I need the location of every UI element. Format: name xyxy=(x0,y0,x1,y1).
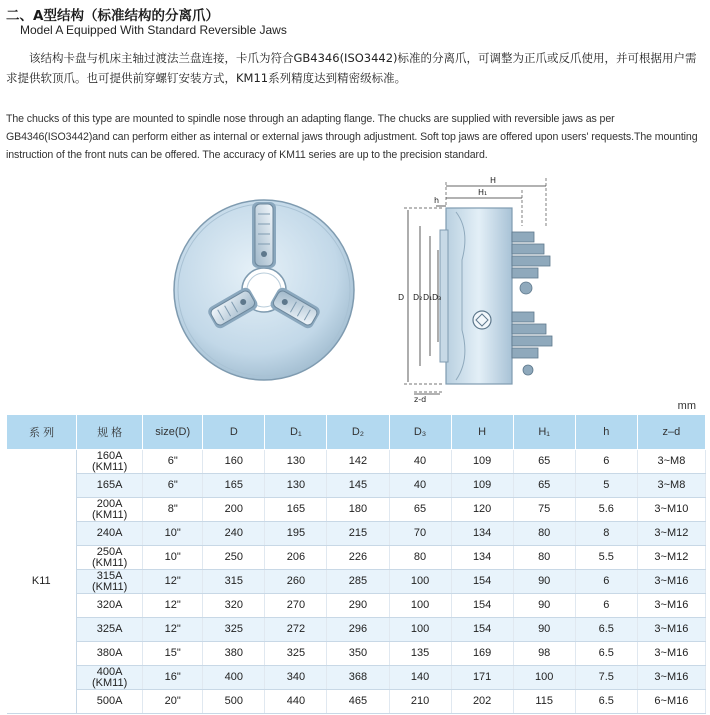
cell-d1: 340 xyxy=(265,666,327,690)
cell-spec: 160A (KM11) xyxy=(77,450,143,474)
cell-zd: 3~M16 xyxy=(637,642,705,666)
table-row xyxy=(7,666,706,690)
header-d3: D₃ xyxy=(389,415,451,450)
english-description: The chucks of this type are mounted to spindle nose through an adapting flange. The chucks are supplied with reversible jaws as per GB4346(ISO3442)and can perform either as internal or external jaws through adjustment. Soft top jaws are offered upon users' requests.The mounting instruction of the front nuts can be offered. The accuracy of KM11 series are up to the precision standard. xyxy=(6,113,698,161)
cell-size: 12" xyxy=(143,618,203,642)
cell-zd: 3~M16 xyxy=(637,594,705,618)
cell-size: 10" xyxy=(143,522,203,546)
cell-d: 380 xyxy=(203,642,265,666)
cell-h1: 100 xyxy=(513,666,575,690)
cell-spec: 250A (KM11) xyxy=(77,546,143,570)
cell-size: 8" xyxy=(143,498,203,522)
cell-h: 109 xyxy=(451,474,513,498)
cell-h: 5.6 xyxy=(575,498,637,522)
cell-size: 6" xyxy=(143,450,203,474)
cell-h: 120 xyxy=(451,498,513,522)
cell-h1: 65 xyxy=(513,474,575,498)
cell-d2: 145 xyxy=(327,474,389,498)
cell-h: 169 xyxy=(451,642,513,666)
header-spec: 规 格 xyxy=(77,415,143,450)
cell-size: 12" xyxy=(143,570,203,594)
cell-d3: 210 xyxy=(389,690,451,714)
label-D1: D₁ xyxy=(423,293,433,302)
label-h: h xyxy=(434,196,440,205)
cell-d3: 100 xyxy=(389,570,451,594)
cell-h: 6.5 xyxy=(575,690,637,714)
cell-d2: 180 xyxy=(327,498,389,522)
header-series: 系 列 xyxy=(7,415,77,450)
header-size: size(D) xyxy=(143,415,203,450)
cell-spec: 200A (KM11) xyxy=(77,498,143,522)
chuck-front-view xyxy=(174,200,354,380)
cell-d3: 40 xyxy=(389,450,451,474)
cell-zd: 3~M16 xyxy=(637,618,705,642)
cell-d2: 226 xyxy=(327,546,389,570)
cell-d2: 285 xyxy=(327,570,389,594)
header-zd: z–d xyxy=(637,415,705,450)
label-H: H xyxy=(490,176,497,185)
cell-d1: 165 xyxy=(265,498,327,522)
table-row xyxy=(7,642,706,666)
cell-d1: 130 xyxy=(265,450,327,474)
cell-zd: 3~M12 xyxy=(637,522,705,546)
cell-zd: 3~M10 xyxy=(637,498,705,522)
cell-spec: 165A xyxy=(77,474,143,498)
cell-h: 109 xyxy=(451,450,513,474)
cell-size: 6" xyxy=(143,474,203,498)
cell-spec: 315A (KM11) xyxy=(77,570,143,594)
cell-h1: 80 xyxy=(513,522,575,546)
unit-label: mm xyxy=(677,400,696,412)
header-d1: D₁ xyxy=(265,415,327,450)
chuck-diagram xyxy=(0,170,710,405)
cell-h1: 90 xyxy=(513,570,575,594)
cell-h1: 98 xyxy=(513,642,575,666)
cell-h: 154 xyxy=(451,618,513,642)
cell-h1: 65 xyxy=(513,450,575,474)
cell-size: 15" xyxy=(143,642,203,666)
label-D3: D₃ xyxy=(432,293,442,302)
cell-spec: 500A xyxy=(77,690,143,714)
header-h1: H₁ xyxy=(513,415,575,450)
section-subtitle: Model A Equipped With Standard Reversible Jaws xyxy=(20,23,287,37)
cell-d1: 270 xyxy=(265,594,327,618)
header-d2: D₂ xyxy=(327,415,389,450)
label-zd: z-d xyxy=(414,395,427,404)
cell-d: 160 xyxy=(203,450,265,474)
table-header-row xyxy=(7,415,706,450)
cell-h: 134 xyxy=(451,522,513,546)
cell-size: 12" xyxy=(143,594,203,618)
header-d: D xyxy=(203,415,265,450)
cell-d3: 65 xyxy=(389,498,451,522)
cell-h: 6 xyxy=(575,570,637,594)
cell-d3: 135 xyxy=(389,642,451,666)
spec-table xyxy=(6,414,706,714)
cell-spec: 325A xyxy=(77,618,143,642)
label-D: D xyxy=(398,293,405,302)
cell-h: 7.5 xyxy=(575,666,637,690)
cell-d2: 290 xyxy=(327,594,389,618)
cell-spec: 240A xyxy=(77,522,143,546)
cell-h1: 115 xyxy=(513,690,575,714)
series-cell: K11 xyxy=(7,450,77,714)
section-title: 二、A型结构（标准结构的分离爪） xyxy=(6,8,219,24)
cell-zd: 3~M16 xyxy=(637,666,705,690)
cell-h: 202 xyxy=(451,690,513,714)
cell-d: 200 xyxy=(203,498,265,522)
cell-zd: 3~M12 xyxy=(637,546,705,570)
cell-d1: 195 xyxy=(265,522,327,546)
cell-d1: 260 xyxy=(265,570,327,594)
cell-d3: 140 xyxy=(389,666,451,690)
cell-spec: 320A xyxy=(77,594,143,618)
table-row xyxy=(7,498,706,522)
cell-h: 154 xyxy=(451,570,513,594)
table-row xyxy=(7,450,706,474)
cell-spec: 380A xyxy=(77,642,143,666)
cell-h: 6 xyxy=(575,450,637,474)
cell-d1: 272 xyxy=(265,618,327,642)
header-h: h xyxy=(575,415,637,450)
cell-h: 6.5 xyxy=(575,618,637,642)
cell-h: 5.5 xyxy=(575,546,637,570)
chuck-side-view xyxy=(398,176,552,404)
table-row xyxy=(7,618,706,642)
table-row xyxy=(7,522,706,546)
cell-d3: 80 xyxy=(389,546,451,570)
cell-h1: 90 xyxy=(513,618,575,642)
cell-d: 400 xyxy=(203,666,265,690)
cell-d1: 130 xyxy=(265,474,327,498)
cell-d: 325 xyxy=(203,618,265,642)
cell-d1: 325 xyxy=(265,642,327,666)
cell-h: 6 xyxy=(575,594,637,618)
cell-h: 6.5 xyxy=(575,642,637,666)
cell-d: 500 xyxy=(203,690,265,714)
cell-zd: 3~M8 xyxy=(637,450,705,474)
cell-size: 20" xyxy=(143,690,203,714)
label-H1: H₁ xyxy=(478,188,488,197)
cell-d1: 206 xyxy=(265,546,327,570)
chinese-description: 该结构卡盘与机床主轴过渡法兰盘连接，卡爪为符合GB4346(ISO3442)标准的分离爪，可调整为正爪或反爪使用，并可根据用户需求提供软顶爪。也可提供前穿螺钉安装方式，KM11系列精度达到精密级标准。 xyxy=(6,51,697,85)
cell-d3: 70 xyxy=(389,522,451,546)
cell-h: 171 xyxy=(451,666,513,690)
jaw-bottom xyxy=(252,202,276,268)
cell-h: 154 xyxy=(451,594,513,618)
cell-zd: 6~M16 xyxy=(637,690,705,714)
table-row xyxy=(7,594,706,618)
table-row xyxy=(7,570,706,594)
cell-d: 240 xyxy=(203,522,265,546)
cell-spec: 400A (KM11) xyxy=(77,666,143,690)
table-row xyxy=(7,474,706,498)
cell-h1: 90 xyxy=(513,594,575,618)
cell-h1: 75 xyxy=(513,498,575,522)
cell-d2: 350 xyxy=(327,642,389,666)
cell-h: 134 xyxy=(451,546,513,570)
cell-d: 320 xyxy=(203,594,265,618)
cell-d3: 100 xyxy=(389,618,451,642)
cell-d2: 465 xyxy=(327,690,389,714)
cell-d2: 368 xyxy=(327,666,389,690)
cell-h1: 80 xyxy=(513,546,575,570)
cell-size: 16" xyxy=(143,666,203,690)
cell-size: 10" xyxy=(143,546,203,570)
cell-d2: 296 xyxy=(327,618,389,642)
cell-d2: 142 xyxy=(327,450,389,474)
cell-d: 250 xyxy=(203,546,265,570)
cell-zd: 3~M8 xyxy=(637,474,705,498)
cell-d3: 40 xyxy=(389,474,451,498)
cell-zd: 3~M16 xyxy=(637,570,705,594)
cell-h: 8 xyxy=(575,522,637,546)
cell-d: 315 xyxy=(203,570,265,594)
cell-d: 165 xyxy=(203,474,265,498)
table-row xyxy=(7,546,706,570)
cell-h: 5 xyxy=(575,474,637,498)
header-h-total: H xyxy=(451,415,513,450)
table-row xyxy=(7,690,706,714)
cell-d3: 100 xyxy=(389,594,451,618)
cell-d2: 215 xyxy=(327,522,389,546)
label-D2: D₂ xyxy=(413,293,423,302)
cell-d1: 440 xyxy=(265,690,327,714)
